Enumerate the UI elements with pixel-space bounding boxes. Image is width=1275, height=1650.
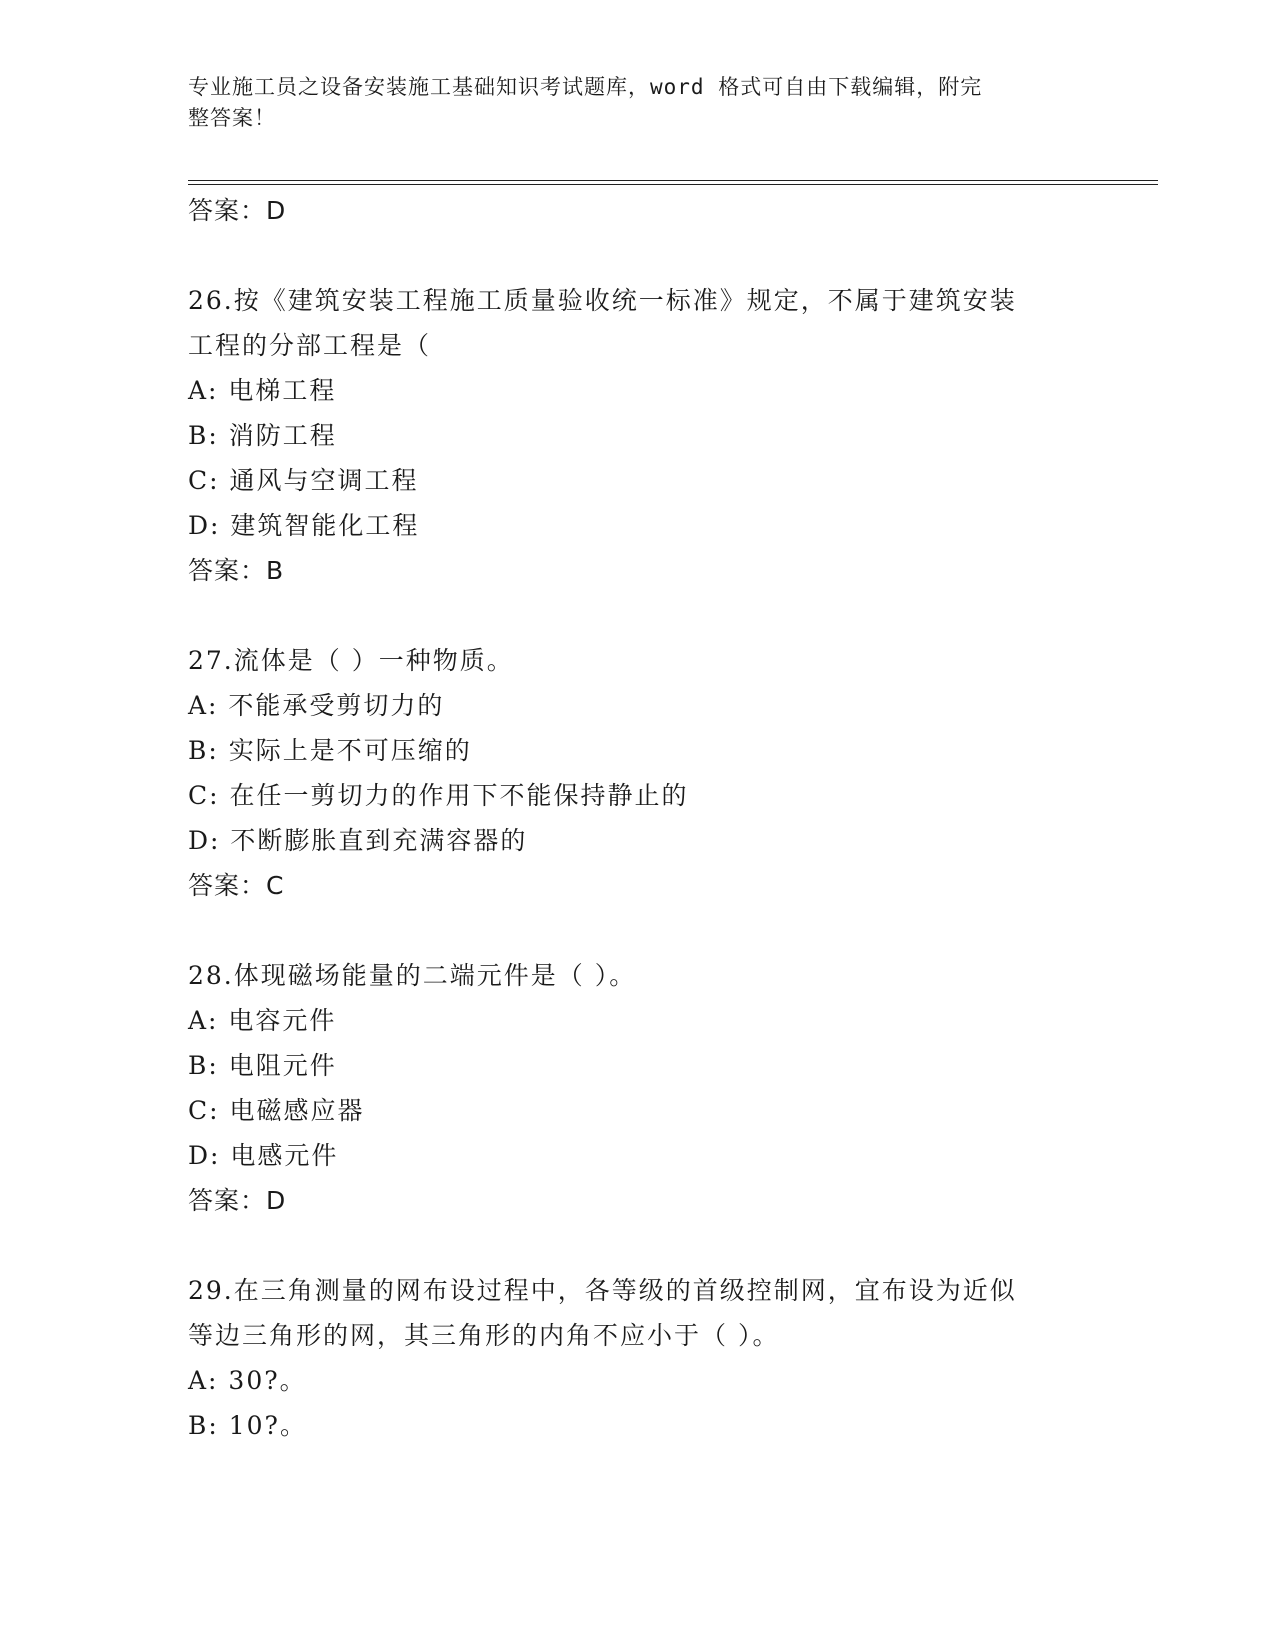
- document-body: [188, 188, 1148, 1448]
- option-a: A: 30?。: [188, 1366, 307, 1395]
- document-header: [188, 72, 1068, 134]
- option-c: C: 通风与空调工程: [188, 466, 419, 495]
- option-b: B: 10?。: [188, 1411, 307, 1440]
- header-rule-bottom: [188, 184, 1158, 185]
- question-text: 28.体现磁场能量的二端元件是（ ）。: [188, 961, 637, 990]
- option-d: D: 电感元件: [188, 1141, 339, 1170]
- question-27: [188, 638, 1148, 909]
- answer: 答案：C: [188, 871, 285, 900]
- answer: 答案：D: [188, 1186, 287, 1215]
- option-c: C: 电磁感应器: [188, 1096, 365, 1125]
- answer: 答案：B: [188, 556, 285, 585]
- option-b: B: 实际上是不可压缩的: [188, 736, 472, 765]
- question-text: 27.流体是（ ）一种物质。: [188, 646, 514, 675]
- option-b: B: 电阻元件: [188, 1051, 337, 1080]
- previous-answer: 答案：D: [188, 196, 287, 225]
- option-d: D: 建筑智能化工程: [188, 511, 420, 540]
- question-text-continued: 等边三角形的网，其三角形的内角不应小于（ ）。: [188, 1321, 780, 1350]
- option-d: D: 不断膨胀直到充满容器的: [188, 826, 528, 855]
- header-rule-top: [188, 180, 1158, 181]
- question-text-continued: 工程的分部工程是（: [188, 331, 432, 360]
- question-text: 29.在三角测量的网布设过程中，各等级的首级控制网，宜布设为近似: [188, 1276, 1017, 1305]
- option-c: C: 在任一剪切力的作用下不能保持静止的: [188, 781, 689, 810]
- option-a: A: 不能承受剪切力的: [188, 691, 445, 720]
- header-line-1: 专业施工员之设备安装施工基础知识考试题库，word 格式可自由下载编辑，附完: [188, 75, 983, 99]
- question-26: [188, 278, 1148, 594]
- header-line-2: 整答案！: [188, 106, 276, 130]
- question-text: 26.按《建筑安装工程施工质量验收统一标准》规定，不属于建筑安装: [188, 286, 1017, 315]
- option-b: B: 消防工程: [188, 421, 337, 450]
- option-a: A: 电容元件: [188, 1006, 337, 1035]
- question-28: [188, 953, 1148, 1224]
- option-a: A: 电梯工程: [188, 376, 337, 405]
- question-29: [188, 1268, 1148, 1448]
